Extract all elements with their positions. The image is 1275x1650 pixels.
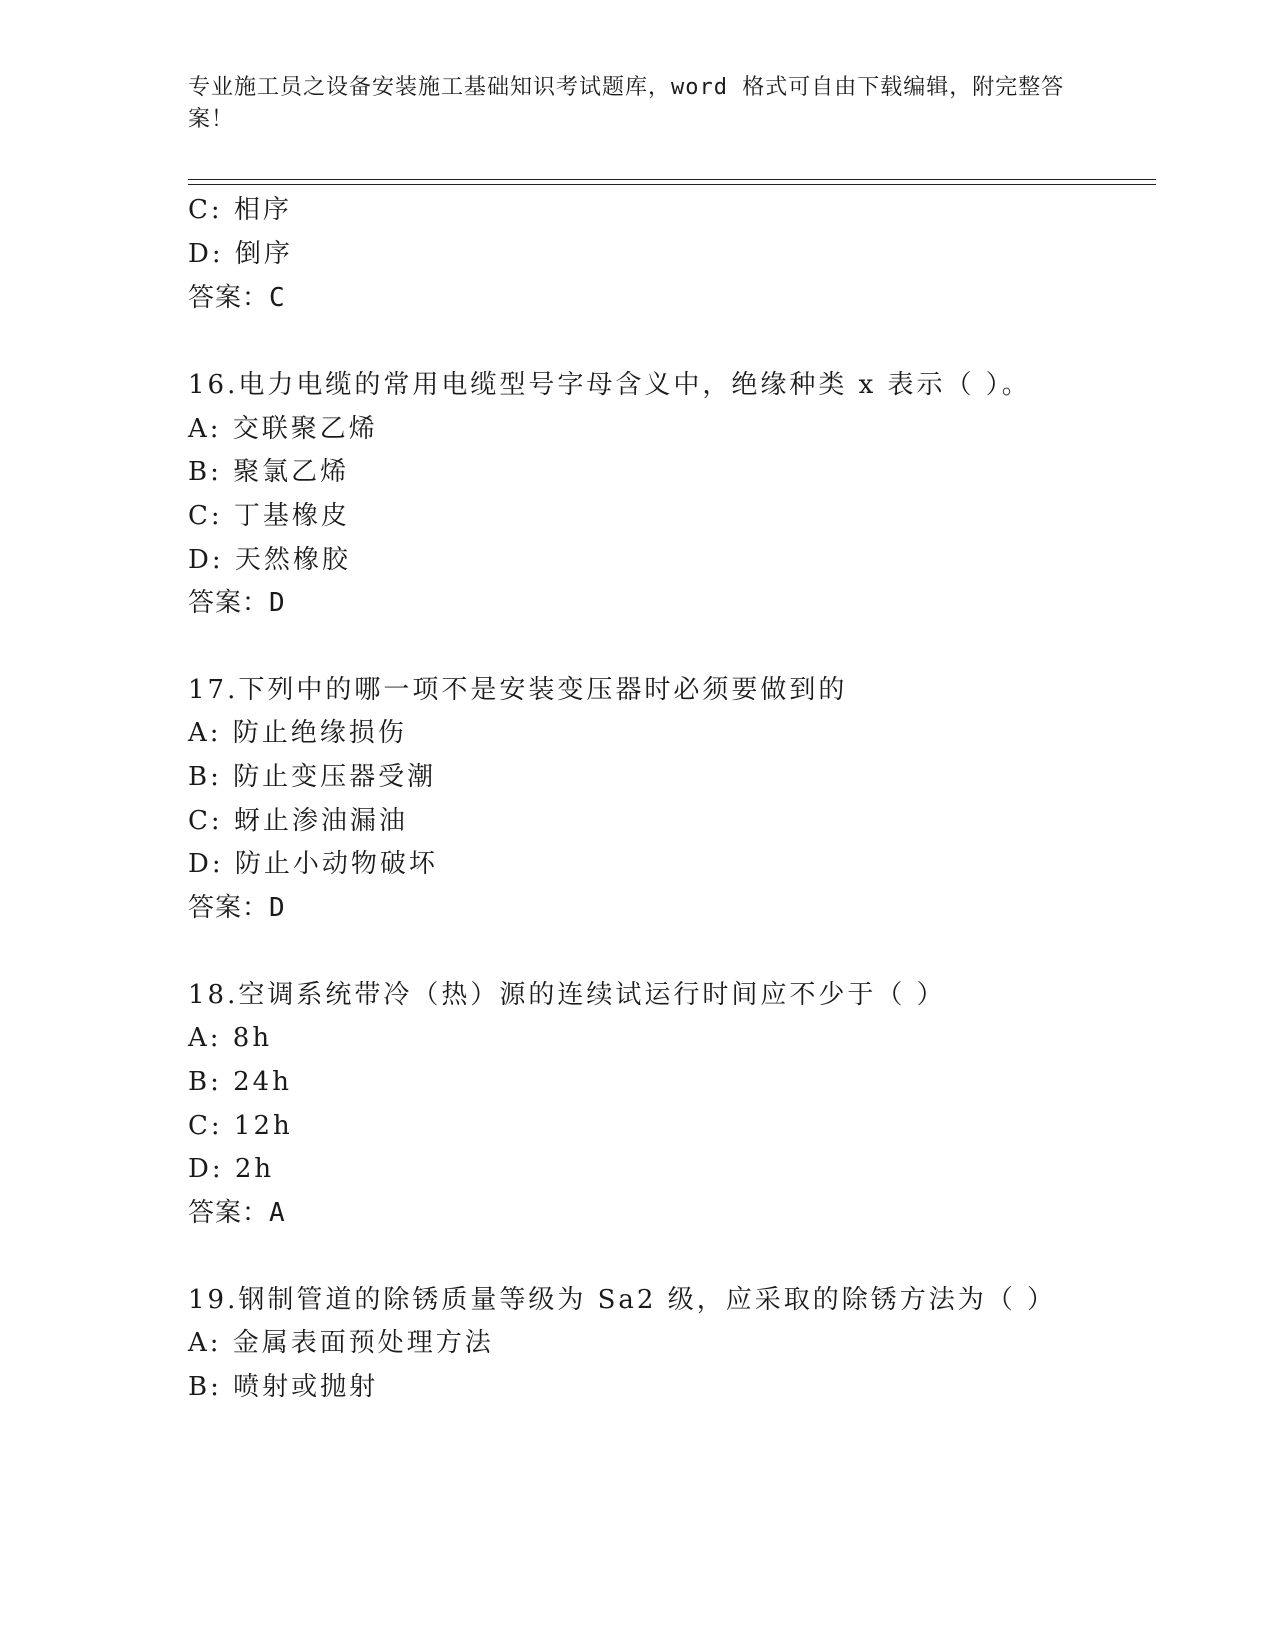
option-c-q17: C: 蚜止渗油漏油 bbox=[188, 806, 408, 836]
header-divider-top bbox=[188, 179, 1156, 180]
option-d-q18: D: 2h bbox=[188, 1154, 275, 1184]
option-c-q18: C: 12h bbox=[188, 1111, 293, 1141]
option-c-q16: C: 丁基橡皮 bbox=[188, 501, 350, 531]
answer-label: 答案： bbox=[188, 1198, 270, 1228]
option-c-q15: C: 相序 bbox=[188, 195, 292, 225]
question-17: 17.下列中的哪一项不是安装变压器时必须要做到的 bbox=[188, 675, 848, 705]
answer-q16 bbox=[188, 586, 286, 620]
option-a-q19: A: 金属表面预处理方法 bbox=[188, 1328, 494, 1358]
document-header bbox=[188, 72, 1068, 136]
option-b-q17: B: 防止变压器受潮 bbox=[188, 762, 437, 792]
answer-label: 答案： bbox=[188, 588, 270, 618]
option-b-q18: B: 24h bbox=[188, 1067, 292, 1097]
option-a-q17: A: 防止绝缘损伤 bbox=[188, 718, 407, 748]
question-19: 19.钢制管道的除锈质量等级为 Sa2 级，应采取的除锈方法为（ ） bbox=[188, 1285, 1056, 1315]
answer-q15 bbox=[188, 281, 286, 315]
answer-q18 bbox=[188, 1196, 286, 1230]
answer-value: D bbox=[269, 588, 286, 618]
answer-label: 答案： bbox=[188, 893, 270, 923]
answer-label: 答案： bbox=[188, 283, 270, 313]
header-divider-bottom bbox=[188, 184, 1156, 185]
option-d-q15: D: 倒序 bbox=[188, 239, 293, 269]
option-a-q16: A: 交联聚乙烯 bbox=[188, 414, 378, 444]
option-d-q16: D: 天然橡胶 bbox=[188, 545, 351, 575]
option-b-q16: B: 聚氯乙烯 bbox=[188, 457, 350, 487]
option-d-q17: D: 防止小动物破坏 bbox=[188, 849, 438, 879]
option-b-q19: B: 喷射或抛射 bbox=[188, 1372, 379, 1402]
answer-value: A bbox=[269, 1198, 286, 1228]
answer-value: D bbox=[269, 893, 286, 923]
answer-value: C bbox=[269, 283, 286, 313]
question-16: 16.电力电缆的常用电缆型号字母含义中，绝缘种类 x 表示（ ）。 bbox=[188, 370, 1031, 400]
answer-q17 bbox=[188, 891, 286, 925]
header-text: 专业施工员之设备安装施工基础知识考试题库，word 格式可自由下载编辑，附完整答案！ bbox=[188, 75, 1065, 132]
question-18: 18.空调系统带冷（热）源的连续试运行时间应不少于（ ） bbox=[188, 980, 946, 1010]
option-a-q18: A: 8h bbox=[188, 1023, 273, 1053]
